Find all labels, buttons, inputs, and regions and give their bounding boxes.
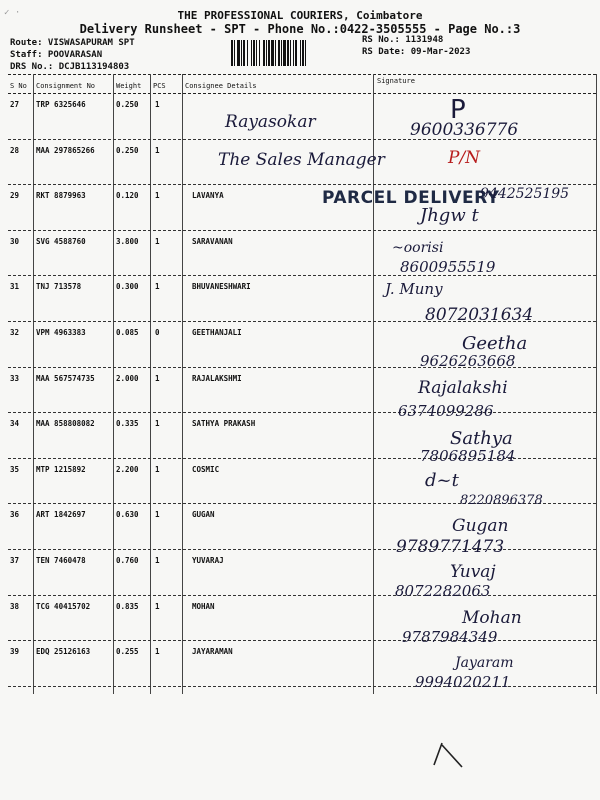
signature-scribble: Rajalakshi [418,378,508,398]
row-separator [8,412,596,413]
row-weight: 2.200 [116,464,139,474]
row-consignee: GEETHANJALI [192,328,242,337]
row-consignment-no: ART 1842697 [36,510,86,520]
handwritten-pn: P/N [448,148,481,168]
rs-number: RS No.: 1131948 [362,35,444,45]
row-pcs: 1 [155,145,160,155]
row-sno: 33 [10,373,20,383]
company-title: THE PROFESSIONAL COURIERS, Coimbatore [177,9,423,22]
col-header-consignment: Consignment No [36,82,96,90]
row-pcs: 1 [155,419,160,429]
row-consignment-no: TCG 40415702 [36,601,91,611]
table-top-line [8,74,596,75]
row-consignment-no: MAA 297865266 [36,145,95,155]
handwritten-phone: 9789771473 [396,537,505,557]
end-mark [428,735,468,775]
row-pcs: 1 [155,510,160,520]
row-separator [8,640,596,641]
row-sno: 32 [10,328,20,337]
row-sno: 39 [10,647,20,657]
row-weight: 0.760 [116,556,139,565]
row-sno: 35 [10,464,20,474]
row-sno: 27 [10,100,20,109]
row-consignment-no: VPM 4963383 [36,328,86,337]
row-consignee: SARAVANAN [192,236,233,246]
row-pcs: 1 [155,464,160,474]
signature-scribble: d~t [425,470,459,491]
row-weight: 3.800 [116,236,139,246]
row-sno: 30 [10,236,20,246]
row-separator [8,549,596,550]
row-weight: 0.120 [116,191,139,201]
handwritten-phone: 9994020211 [415,673,511,691]
col-divider [113,74,114,694]
runsheet-subtitle: Delivery Runsheet - SPT - Phone No.:0422-3505555 - Page No.:3 [79,22,521,36]
row-consignee: YUVARAJ [192,556,224,565]
row-sno: 38 [10,601,20,611]
signature-scribble: Jhgw t [420,205,479,226]
row-separator [8,275,596,276]
row-weight: 0.250 [116,145,139,155]
row-consignee: LAVANYA [192,191,224,201]
signature-scribble: ~oorisi [392,240,444,256]
signature-scribble: Sathya [450,428,513,449]
row-consignment-no: TNJ 713578 [36,282,82,292]
row-consignment-no: TRP 6325646 [36,100,86,109]
row-consignee: MOHAN [192,601,215,611]
col-header-weight: Weight [116,82,142,90]
col-header-signature: Signature [377,77,415,85]
row-consignee: GUGAN [192,510,215,520]
signature-scribble: P [450,95,466,125]
signature-scribble: Geetha [462,333,528,354]
row-weight: 2.000 [116,373,139,383]
row-weight: 0.630 [116,510,139,520]
parcel-delivery-stamp: PARCEL DELIVERY [322,188,500,208]
handwritten-phone: 9626263668 [420,352,516,370]
row-sno: 31 [10,282,20,292]
row-sno: 28 [10,145,20,155]
row-pcs: 1 [155,191,160,201]
handwritten-phone: 8600955519 [400,258,496,276]
row-consignment-no: MTP 1215892 [36,464,86,474]
handwritten-phone: 9787984349 [402,628,498,646]
handwritten-phone: 8220896378 [460,493,543,508]
row-pcs: 1 [155,282,160,292]
handwritten-phone: 9600336776 [410,120,519,140]
row-separator [8,595,596,596]
signature-scribble: J. Muny [385,280,443,298]
signature-scribble: Yuvaj [450,562,496,582]
handwritten-name: Rayasokar [225,112,316,132]
row-pcs: 1 [155,100,160,109]
staff-label: Staff: POOVARASAN [10,50,103,60]
col-header-pcs: PCS [153,82,166,90]
handwritten-phone: 7806895184 [420,447,516,465]
row-weight: 0.250 [116,100,139,109]
handwritten-phone: 9442525195 [480,186,570,202]
row-pcs: 1 [155,373,160,383]
col-divider [33,74,34,694]
row-pcs: 0 [155,328,160,337]
row-separator [8,230,596,231]
row-consignment-no: TEN 7460478 [36,556,86,565]
row-weight: 0.255 [116,647,139,657]
barcode [230,40,355,66]
handwritten-name: The Sales Manager [218,150,385,170]
handwritten-phone: 8072031634 [425,305,534,325]
table-header-line [8,93,596,94]
handwritten-phone: 6374099286 [398,402,494,420]
row-weight: 0.835 [116,601,139,611]
col-divider [596,74,597,694]
drs-number: DRS No.: DCJB113194803 [10,62,130,72]
row-pcs: 1 [155,556,160,565]
row-consignee: JAYARAMAN [192,647,233,657]
row-consignment-no: EDQ 25126163 [36,647,91,657]
col-divider [182,74,183,694]
row-consignee: SATHYA PRAKASH [192,419,256,429]
row-consignment-no: MAA 858808082 [36,419,95,429]
signature-scribble: Mohan [462,608,522,628]
row-consignment-no: RKT 8879963 [36,191,86,201]
signature-scribble: Gugan [452,516,509,536]
rs-date: RS Date: 09-Mar-2023 [362,47,471,57]
col-header-consignee: Consignee Details [185,82,257,90]
row-pcs: 1 [155,601,160,611]
signature-scribble: Jayaram [455,655,514,671]
col-divider [150,74,151,694]
row-consignee: COSMIC [192,464,220,474]
row-sno: 29 [10,191,20,201]
row-consignee: BHUVANESHWARI [192,282,251,292]
col-header-sno: S No [10,82,27,90]
row-weight: 0.335 [116,419,139,429]
row-weight: 0.085 [116,328,139,337]
row-sno: 37 [10,556,20,565]
row-sno: 36 [10,510,20,520]
row-consignment-no: SVG 4588760 [36,236,86,246]
row-pcs: 1 [155,236,160,246]
row-consignee: RAJALAKSHMI [192,373,242,383]
row-weight: 0.300 [116,282,139,292]
row-pcs: 1 [155,647,160,657]
handwritten-phone: 8072282063 [395,582,491,600]
row-sno: 34 [10,419,20,429]
corner-mark: ✓ · [4,8,21,18]
route-label: Route: VISWASAPURAM SPT [10,38,135,48]
row-consignment-no: MAA 567574735 [36,373,95,383]
